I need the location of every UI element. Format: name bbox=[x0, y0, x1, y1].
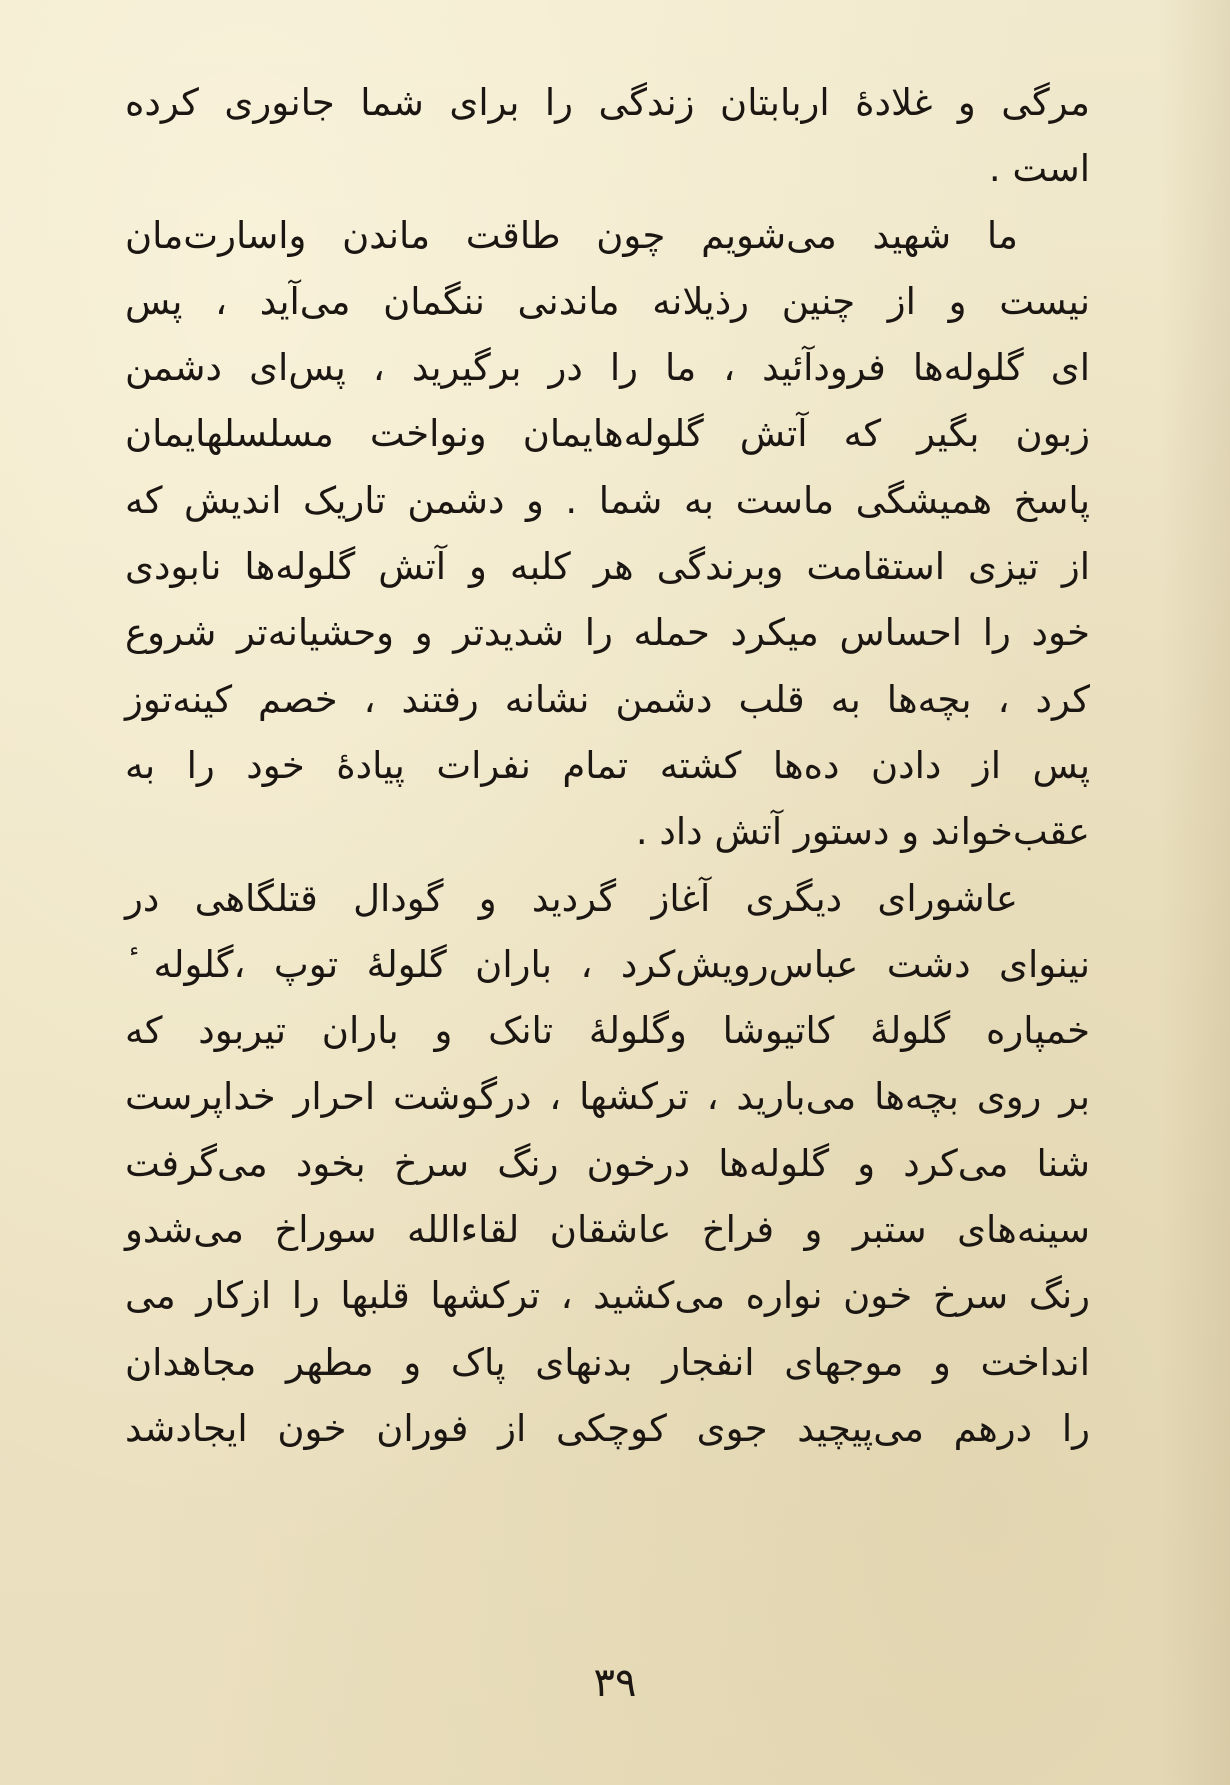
text-line: پس از دادن ده‌ها کشته تمام نفرات پیادهٔ خود را به bbox=[125, 743, 1090, 787]
text-line: مرگی و غلادهٔ اربابتان زندگی را برای شما جانوری کرده bbox=[125, 81, 1090, 124]
text-line: نینوای دشت عباس‌رویش‌کرد ، باران گلولهٔ توپ ،گلوله ٔ bbox=[125, 942, 1090, 986]
text-line: بر روی بچه‌ها می‌بارید ، ترکشها ، درگوشت احرار خداپرست bbox=[125, 1075, 1090, 1119]
text-line: از تیزی استقامت وبرندگی هر کلبه و آتش گلوله‌ها نابودی bbox=[125, 545, 1090, 589]
text-line: سینه‌های ستبر و فراخ عاشقان لقاءالله سوراخ می‌شدو bbox=[125, 1208, 1090, 1252]
text-line: کرد ، بچه‌ها به قلب دشمن نشانه رفتند ، خصم کینه‌توز bbox=[125, 677, 1090, 721]
page-number: ۳۹ bbox=[593, 1660, 637, 1706]
text-line: نیست و از چنین رذیلانه ماندنی ننگمان می‌آید ، پس bbox=[125, 279, 1090, 323]
text-line: عقب‌خواند و دستور آتش داد . bbox=[635, 810, 1090, 854]
text-line: ای گلوله‌ها فرودآئید ، ما را در برگیرید ، پس‌ای دشمن bbox=[125, 346, 1090, 390]
text-line: شنا می‌کرد و گلوله‌ها درخون رنگ سرخ بخود می‌گرفت bbox=[125, 1141, 1090, 1185]
text-line: پاسخ همیشگی ماست به شما . و دشمن تاریک اندیش که bbox=[125, 478, 1090, 522]
text-line: زبون بگیر که آتش گلوله‌هایمان ونواخت مسلسلهایمان bbox=[125, 412, 1090, 456]
body-text bbox=[125, 70, 1090, 1462]
text-line: است . bbox=[988, 147, 1090, 191]
text-line: عاشورای دیگری آغاز گردید و گودال قتلگاهی در bbox=[125, 876, 1018, 920]
text-line: خمپاره گلولهٔ کاتیوشا وگلولهٔ تانک و باران تیربود که bbox=[125, 1009, 1090, 1053]
text-line: را درهم می‌پیچید جوی کوچکی از فوران خون ایجادشد bbox=[125, 1406, 1090, 1450]
text-line: رنگ سرخ خون نواره می‌کشید ، ترکشها قلبها را ازکار می bbox=[125, 1274, 1090, 1318]
text-line: انداخت و موجهای انفجار بدنهای پاک و مطهر مجاهدان bbox=[125, 1340, 1090, 1384]
text-line: خود را احساس میکرد حمله را شدیدتر و وحشیانه‌تر شروع bbox=[125, 611, 1090, 655]
text-line: ما شهید می‌شویم چون طاقت ماندن واسارت‌مان bbox=[125, 213, 1018, 257]
